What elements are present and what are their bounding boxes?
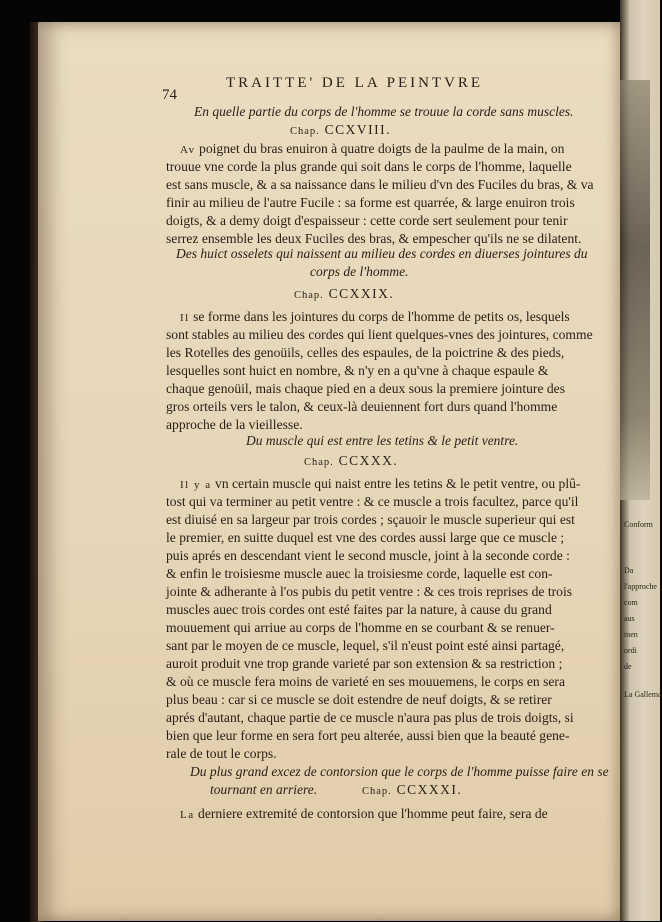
paragraph-line: sont stables au milieu des cordes qui lient quelques-vnes des jointures, comme: [166, 327, 593, 342]
paragraph-line: rale de tout le corps.: [166, 746, 277, 761]
paragraph-line: approche de la vieillesse.: [166, 417, 303, 432]
paragraph-line: & où ce muscle fera moins de varieté en ses mouuemens, le corps en sera: [166, 674, 565, 689]
chapter-heading: Chap. CCXXXI.: [362, 782, 463, 797]
paragraph-line: finir au milieu de l'autre Fucile : sa forme est quarrée, & large enuiron trois: [166, 195, 575, 210]
paragraph-line: plus beau : car si ce muscle se doit estendre de neuf doigts, & se retirer: [166, 692, 552, 707]
facing-page-illustration: [620, 80, 650, 500]
chapter-heading: Chap. CCXVIII.: [290, 122, 392, 137]
paragraph-line: auroit produit vne trop grande varieté par son extension & sa restriction ;: [166, 656, 563, 671]
paragraph-line: jointe & adherante à l'os pubis du petit ventre : & ces trois reprises de trois: [166, 584, 573, 599]
paragraph-line: doigts, & a demy doigt d'espaisseur : cette corde sert seulement pour tenir: [166, 213, 568, 228]
paragraph-line: mouuement qui arriue au corps de l'homme en se courbant & se renuer-: [166, 620, 555, 635]
facing-page-fragment: ordi: [624, 646, 637, 655]
paragraph-line: & enfin le troisiesme muscle auec la troisiesme corde, laquelle est con-: [166, 566, 553, 581]
paragraph-line: aprés d'autant, chaque partie de ce muscle n'aura pas plus de trois doigts, si: [166, 710, 574, 725]
paragraph-line: gros orteils vers le talon, & ceux-là deuiennent fort durs quand l'homme: [166, 399, 558, 414]
chapter-title: tournant en arriere.: [210, 782, 318, 797]
facing-page-fragment: men: [624, 630, 638, 639]
paragraph-line: les Rotelles des genoüils, celles des espaules, de la poictrine & des pieds,: [166, 345, 565, 360]
paragraph-line: chaque genoüil, mais chaque pied en a deux sous la premiere jointure des: [166, 381, 565, 396]
paragraph-line: tost qui va terminer au petit ventre : & ce muscle a trois facultez, parce qu'il: [166, 494, 579, 509]
facing-page-fragment: de: [624, 662, 632, 671]
facing-page-fragment: com: [624, 598, 638, 607]
paragraph-line: serrez ensemble les deux Fuciles des bras, & empescher qu'ils ne se dilatent.: [166, 231, 582, 246]
chapter-title: corps de l'homme.: [310, 264, 409, 279]
paragraph-line: puis aprés en descendant vient le second muscle, joint à la seconde corde :: [166, 548, 570, 563]
paragraph-line: Av poignet du bras enuiron à quatre doigts de la paulme de la main, on: [180, 141, 565, 156]
paragraph-line: sant par le moyen de ce muscle, lequel, s'il n'eust point esté ainsi partagé,: [166, 638, 565, 653]
paragraph-line: lesquelles sont huict en nombre, & n'y en a qu'vne à chaque espaule &: [166, 363, 549, 378]
paragraph-line: le premier, en suitte duquel est vne des cordes aussi large que ce muscle ;: [166, 530, 565, 545]
paragraph-line: Il se forme dans les jointures du corps de l'homme de petits os, lesquels: [180, 309, 570, 324]
paragraph-line: est diuisé en sa largeur par trois cordes ; sçauoir le muscle superieur qui est: [166, 512, 575, 527]
paragraph-line: bien que leur forme en sera fort peu alterée, aussi bien que la beauté gene-: [166, 728, 570, 743]
facing-page-fragment: La Gallema: [624, 690, 662, 699]
chapter-heading: Chap. CCXXIX.: [294, 286, 395, 301]
chapter-title: Du plus grand excez de contorsion que le corps de l'homme puisse faire en se: [190, 764, 609, 779]
chapter-title: Des huict osselets qui naissent au milieu des cordes en diuerses jointures du: [176, 246, 588, 261]
facing-page-fragment: aus: [624, 614, 635, 623]
facing-page-fragment: l'approche: [624, 582, 657, 591]
facing-page-fragment: Conform: [624, 520, 653, 529]
paragraph-line: trouue vne corde la plus grande qui soit dans le corps de l'homme, laquelle: [166, 159, 572, 174]
paragraph-line: muscles auec trois cordes ont esté faites par la nature, à cause du grand: [166, 602, 552, 617]
facing-page-edge: [620, 0, 660, 921]
chapter-title: En quelle partie du corps de l'homme se trouue la corde sans muscles.: [194, 104, 574, 119]
chapter-heading: Chap. CCXXX.: [304, 453, 399, 468]
paragraph-line: Il y a vn certain muscle qui naist entre les tetins & le petit ventre, ou plû-: [180, 476, 581, 491]
running-header: TRAITTE' DE LA PEINTVRE: [226, 75, 484, 91]
paragraph-line: La derniere extremité de contorsion que l'homme peut faire, sera de: [180, 806, 548, 821]
chapter-title: Du muscle qui est entre les tetins & le petit ventre.: [246, 433, 519, 448]
paragraph-line: est sans muscle, & a sa naissance dans le milieu d'vn des Fuciles du bras, & va: [166, 177, 594, 192]
facing-page-fragment: Da: [624, 566, 634, 575]
page-number: 74: [162, 87, 177, 103]
